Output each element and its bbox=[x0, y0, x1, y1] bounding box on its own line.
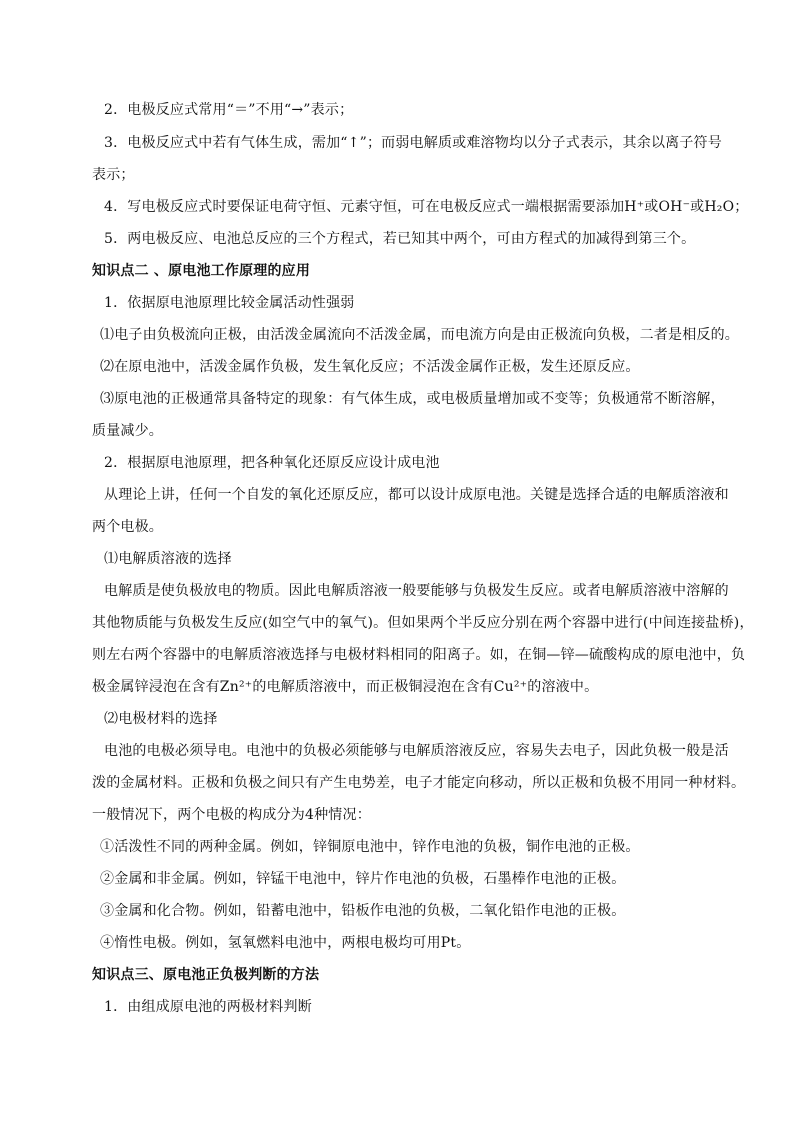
point-3-text: ⑶原电池的正极通常具备特定的现象：有气体生成，或电极质量增加或不变等；负极通常不断溶解， bbox=[100, 391, 725, 407]
electrode-subtitle: ⑵电极材料的选择 bbox=[104, 711, 218, 727]
point-1-text: ⑴电子由负极流向正极，由活泼金属流向不活泼金属，而电流方向是由正极流向负极，二者是相反的。 bbox=[100, 327, 739, 343]
paragraph-theory-continued: 两个电极。 bbox=[92, 519, 163, 535]
rule-3-text-continued: 表示； bbox=[92, 167, 135, 183]
case-2-text: ②金属和非金属。例如，锌锰干电池中，锌片作电池的负极，石墨棒作电池的正极。 bbox=[100, 871, 626, 887]
subsection-1-title: 1．依据原电池原理比较金属活动性强弱 bbox=[104, 295, 355, 311]
section-heading-2: 知识点二 、原电池工作原理的应用 bbox=[92, 263, 311, 279]
electrolyte-paragraph-line-4: 极金属锌浸泡在含有Zn²⁺的电解质溶液中，而正极铜浸泡在含有Cu²⁺的溶液中。 bbox=[92, 679, 599, 695]
rule-4-text: 4．写电极反应式时要保证电荷守恒、元素守恒，可在电极反应式一端根据需要添加H⁺或OH⁻或H₂O； bbox=[104, 199, 749, 215]
rule-3-text: 3．电极反应式中若有气体生成，需加“↑”；而弱电解质或难溶物均以分子式表示，其余以离子符号 bbox=[104, 135, 722, 151]
paragraph-theory: 从理论上讲，任何一个自发的氧化还原反应，都可以设计成原电池。关键是选择合适的电解质溶液和 bbox=[104, 487, 729, 503]
rule-5-text: 5．两电极反应、电池总反应的三个方程式，若已知其中两个，可由方程式的加减得到第三个。 bbox=[104, 231, 696, 247]
electrode-paragraph-line-2: 泼的金属材料。正极和负极之间只有产生电势差，电子才能定向移动，所以正极和负极不用同一种材料。 bbox=[92, 775, 746, 791]
rule-2-text: 2．电极反应式常用“＝”不用“→”表示； bbox=[104, 102, 354, 118]
subsection-2-title: 2．根据原电池原理，把各种氧化还原反应设计成电池 bbox=[104, 455, 440, 471]
point-2-text: ⑵在原电池中，活泼金属作负极，发生氧化反应；不活泼金属作正极，发生还原反应。 bbox=[100, 359, 640, 375]
electrolyte-paragraph-line-3: 则左右两个容器中的电解质溶液选择与电极材料相同的阳离子。如，在铜—锌—硫酸构成的原电池中，负 bbox=[92, 647, 746, 663]
judgement-method-1: 1．由组成原电池的两极材料判断 bbox=[104, 999, 312, 1015]
electrolyte-subtitle: ⑴电解质溶液的选择 bbox=[104, 551, 232, 567]
case-1-text: ①活泼性不同的两种金属。例如，锌铜原电池中，锌作电池的负极，铜作电池的正极。 bbox=[100, 839, 640, 855]
electrolyte-paragraph-line-1: 电解质是使负极放电的物质。因此电解质溶液一般要能够与负极发生反应。或者电解质溶液中溶解的 bbox=[104, 583, 729, 599]
case-3-text: ③金属和化合物。例如，铅蓄电池中，铅板作电池的负极，二氧化铅作电池的正极。 bbox=[100, 903, 626, 919]
electrolyte-paragraph-line-2: 其他物质能与负极发生反应(如空气中的氧气)。但如果两个半反应分别在两个容器中进行(中间连接盐桥)， bbox=[92, 615, 754, 631]
electrode-paragraph-line-1: 电池的电极必须导电。电池中的负极必须能够与电解质溶液反应，容易失去电子，因此负极一般是活 bbox=[104, 743, 729, 759]
electrode-paragraph-line-3: 一般情况下，两个电极的构成分为4种情况： bbox=[92, 807, 371, 823]
section-heading-3: 知识点三、原电池正负极判断的方法 bbox=[92, 967, 320, 983]
point-3-text-continued: 质量减少。 bbox=[92, 423, 163, 439]
case-4-text: ④惰性电极。例如，氢氧燃料电池中，两根电极均可用Pt。 bbox=[100, 935, 471, 951]
